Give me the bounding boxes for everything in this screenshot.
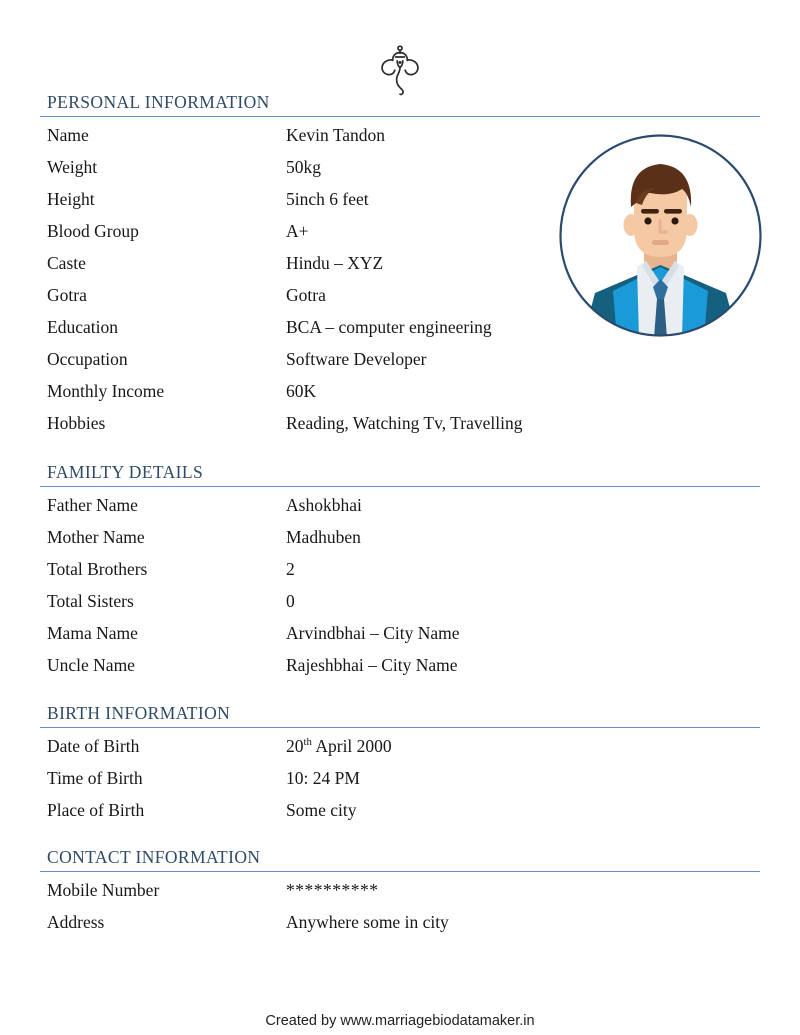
section-rows xyxy=(40,117,760,445)
row-label: Total Brothers xyxy=(47,559,148,579)
ganesha-icon xyxy=(0,44,800,96)
row-label: Weight xyxy=(47,157,98,177)
footer-credit: Created by www.marriagebiodatamaker.in xyxy=(265,1013,535,1029)
row-label: Time of Birth xyxy=(47,768,143,788)
row-label: Uncle Name xyxy=(47,655,135,675)
table-row xyxy=(40,125,760,157)
table-row xyxy=(40,655,760,687)
table-row xyxy=(40,880,760,912)
section-title: BIRTH INFORMATION xyxy=(47,703,231,723)
table-row xyxy=(40,413,760,445)
row-value: BCA – computer engineering xyxy=(286,317,492,337)
row-value: Kevin Tandon xyxy=(286,125,386,145)
row-label: Caste xyxy=(47,253,86,273)
table-row xyxy=(40,157,760,189)
row-label: Father Name xyxy=(47,495,138,515)
table-row xyxy=(40,253,760,285)
section-personal-information xyxy=(40,92,760,445)
table-row xyxy=(40,381,760,413)
section-rows xyxy=(40,872,760,944)
date-day: 20 xyxy=(286,736,304,756)
table-row xyxy=(40,736,760,768)
row-label: Place of Birth xyxy=(47,800,145,820)
row-value xyxy=(286,736,392,757)
table-row xyxy=(40,800,760,832)
row-label: Occupation xyxy=(47,349,128,369)
section-title: PERSONAL INFORMATION xyxy=(47,92,270,112)
table-row xyxy=(40,912,760,944)
section-birth-information xyxy=(40,703,760,832)
row-label: Hobbies xyxy=(47,413,106,433)
row-label: Education xyxy=(47,317,118,337)
table-row xyxy=(40,317,760,349)
row-value: A+ xyxy=(286,221,309,241)
table-row xyxy=(40,285,760,317)
row-value: Madhuben xyxy=(286,527,361,547)
table-row xyxy=(40,349,760,381)
row-value: Arvindbhai – City Name xyxy=(286,623,460,643)
section-family-details xyxy=(40,462,760,687)
table-row xyxy=(40,495,760,527)
row-label: Monthly Income xyxy=(47,381,165,401)
row-value: Rajeshbhai – City Name xyxy=(286,655,458,675)
row-value: Reading, Watching Tv, Travelling xyxy=(286,413,523,433)
row-label: Name xyxy=(47,125,89,145)
section-rows xyxy=(40,728,760,832)
row-label: Date of Birth xyxy=(47,736,140,756)
row-value: 5inch 6 feet xyxy=(286,189,369,209)
section-title: CONTACT INFORMATION xyxy=(47,847,261,867)
section-rows xyxy=(40,487,760,687)
row-value: Anywhere some in city xyxy=(286,912,449,932)
row-value: Some city xyxy=(286,800,357,820)
table-row xyxy=(40,768,760,800)
row-value: 0 xyxy=(286,591,295,611)
row-value: Hindu – XYZ xyxy=(286,253,384,273)
table-row xyxy=(40,189,760,221)
section-title: FAMILTY DETAILS xyxy=(47,462,204,482)
table-row xyxy=(40,559,760,591)
row-label: Gotra xyxy=(47,285,87,305)
row-value: 50kg xyxy=(286,157,321,177)
row-label: Total Sisters xyxy=(47,591,134,611)
date-month-year: April 2000 xyxy=(311,736,392,756)
date-ordinal-suffix: th xyxy=(303,736,312,749)
row-value: Software Developer xyxy=(286,349,427,369)
row-value: 10: 24 PM xyxy=(286,768,360,788)
row-value: 2 xyxy=(286,559,295,579)
row-label: Height xyxy=(47,189,95,209)
row-value: Ashokbhai xyxy=(286,495,362,515)
row-label: Mobile Number xyxy=(47,880,160,900)
table-row xyxy=(40,591,760,623)
table-row xyxy=(40,527,760,559)
table-row xyxy=(40,221,760,253)
row-label: Mother Name xyxy=(47,527,145,547)
row-label: Address xyxy=(47,912,105,932)
table-row xyxy=(40,623,760,655)
row-label: Mama Name xyxy=(47,623,138,643)
row-value: Gotra xyxy=(286,285,326,305)
row-value: ********** xyxy=(286,880,379,900)
section-contact-information xyxy=(40,847,760,944)
row-label: Blood Group xyxy=(47,221,139,241)
row-value: 60K xyxy=(286,381,317,401)
